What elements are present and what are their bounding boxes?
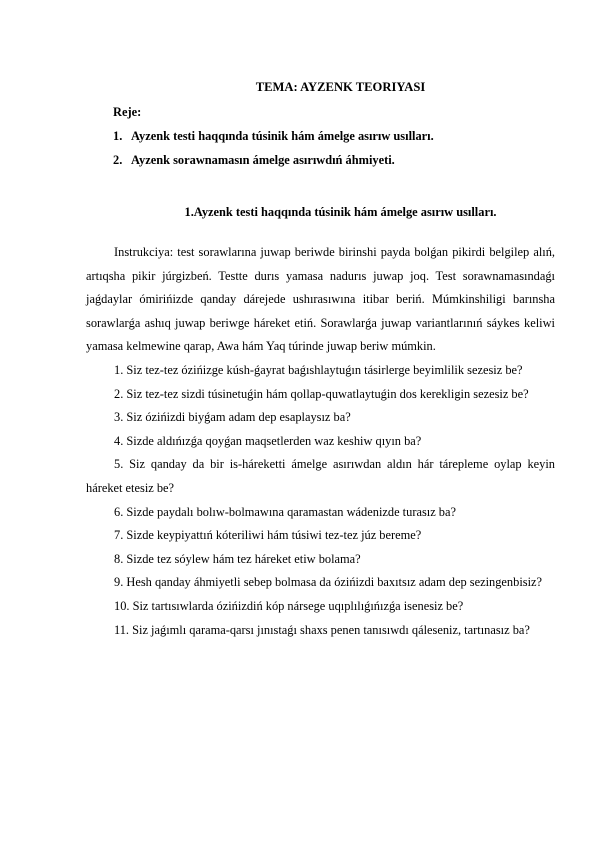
question-item: 5. Siz qanday da bir is-háreketti ámelge asırıwdan aldın hár tárepleme oylap keyin háreket etesiz be? xyxy=(86,457,555,495)
question-item: 7. Sizde keypiyattıń kóteriliwi hám túsiwi tez-tez júz bereme? xyxy=(114,528,422,543)
question-item: 11. Siz jaǵımlı qarama-qarsı jınıstaǵı shaxs penen tanısıwdı qáleseniz, tartınasız ba? xyxy=(114,622,530,637)
plan-item-number: 1. xyxy=(113,129,123,143)
question-item: 2. Siz tez-tez sizdi túsinetuǵin hám qollap-quwatlaytuǵin dos kerekligin sezesiz be? xyxy=(114,386,529,401)
instruction-paragraph: Instrukciya: test sorawlarına juwap beriwde birinshi payda bolǵan pikirdi belgilep alıń, artıqsha pikir júrgizbeń. Testte durıs yamasa nadurıs juwap joq. Test sorawnamasındaǵı jaǵdaylar ómirińizde qanday dárejede ushırasıwına itibar beriń. Múmkinshiligi barınsha sorawlarǵa ashıq juwap beriwge háreket etiń. Sorawlarǵa juwap variantlarınıń sáykes keliwi yamasa kelmewine qarap, Awa hám Yaq túrinde juwap beriw múmkin. xyxy=(86,245,555,354)
question-item: 3. Siz ózińizdi biyǵam adam dep esaplaysız ba? xyxy=(114,410,351,425)
plan-item xyxy=(113,129,434,144)
question-item: 4. Sizde aldıńızǵa qoyǵan maqsetlerden waz keshiw qıyın ba? xyxy=(114,433,422,448)
question-item: 6. Sizde paydalı bolıw-bolmawına qaramastan wádenizde turasız ba? xyxy=(114,504,456,519)
question-item: 1. Siz tez-tez ózińizge kúsh-ǵayrat baǵıshlaytuǵın tásirlerge beyimlilik sezesiz be? xyxy=(114,362,523,377)
question-item: 9. Hesh qanday áhmiyetli sebep bolmasa da ózińizdi baxıtsız adam dep sezingenbisiz? xyxy=(114,575,543,590)
section-body xyxy=(86,241,555,642)
plan-heading: Reje: xyxy=(113,105,142,119)
plan-item xyxy=(113,153,395,168)
document-title: TEMA: AYZENK TEORIYASI xyxy=(255,80,426,94)
plan-item-number: 2. xyxy=(113,153,123,167)
section-heading: 1.Ayzenk testi haqqında túsinik hám ámelge asırıw usılları. xyxy=(184,205,497,219)
plan-item-text: Ayzenk testi haqqında túsinik hám ámelge asırıw usılları. xyxy=(131,129,434,143)
question-item: 8. Sizde tez sóylew hám tez háreket etiw bolama? xyxy=(114,551,361,566)
plan-item-text: Ayzenk sorawnamasın ámelge asırıwdıń áhmiyeti. xyxy=(131,153,395,167)
question-item: 10. Siz tartısıwlarda ózińizdiń kóp nársege uqıplılıǵıńızǵa isenesiz be? xyxy=(114,598,464,613)
